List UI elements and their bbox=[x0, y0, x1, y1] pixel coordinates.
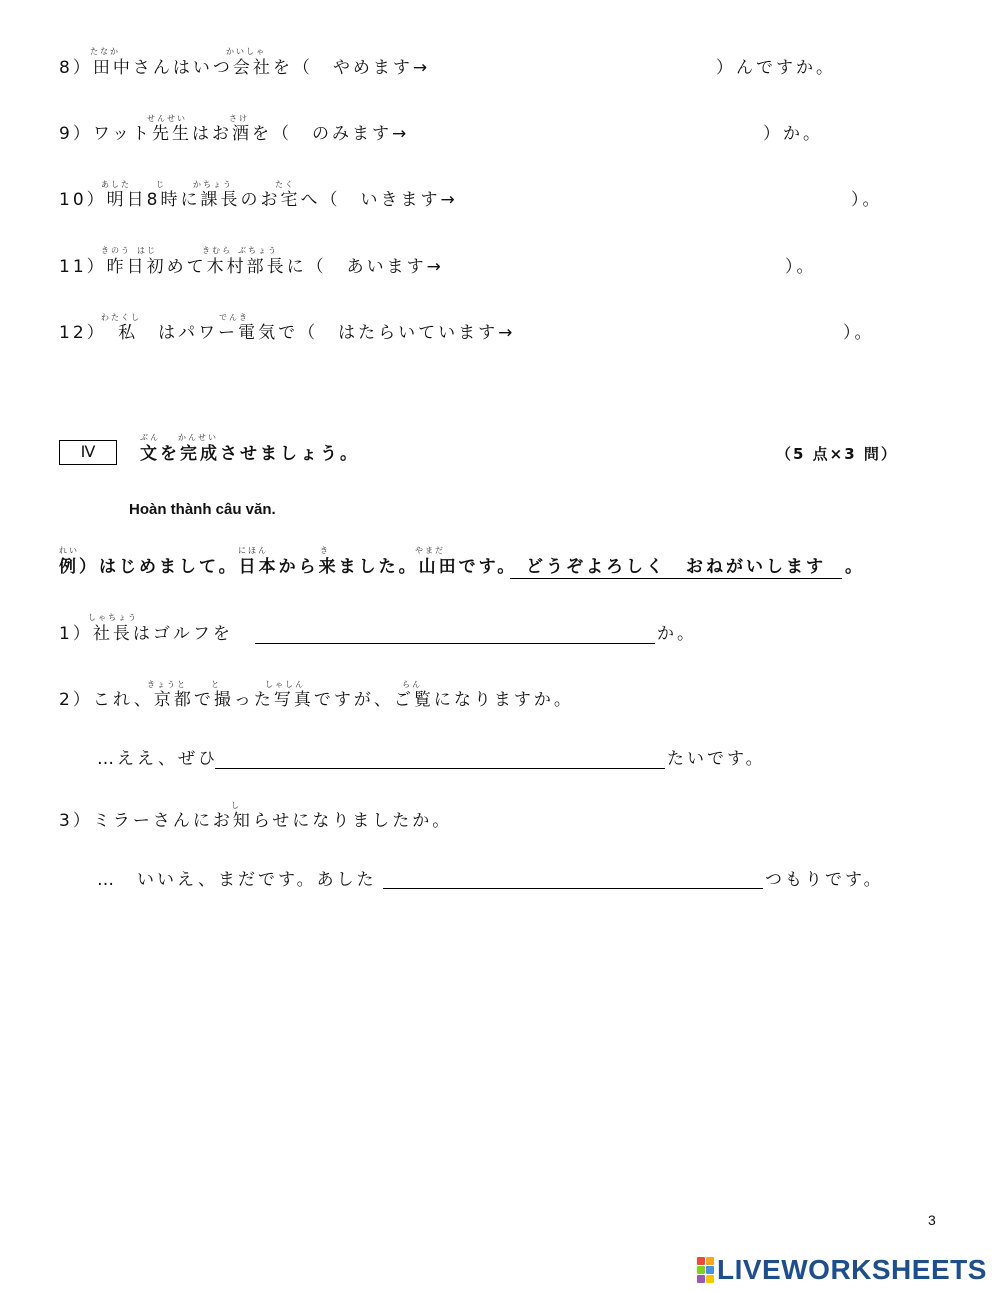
question-9: 9）ワット先生はお酒を（ のみます→ bbox=[59, 124, 410, 144]
ruby-taku: たく bbox=[275, 180, 295, 189]
ruby-nihon: にほん bbox=[238, 546, 268, 555]
example-answer: どうぞよろしく おねがいします bbox=[510, 557, 842, 579]
answer-input-p1[interactable] bbox=[255, 621, 655, 644]
problem-3-reply: … いいえ、まだです。あした bbox=[97, 870, 377, 890]
problem-2-end: たいです。 bbox=[667, 749, 766, 769]
ruby-to: と bbox=[211, 680, 221, 689]
section-title: 文を完成させましょう。 bbox=[140, 444, 360, 464]
problem-2-reply: …ええ、ぜひ bbox=[97, 749, 219, 769]
question-11-end: ）。 bbox=[785, 257, 817, 277]
ruby-ji: じ bbox=[156, 180, 166, 189]
ruby-ki: き bbox=[320, 546, 330, 555]
question-11: 11）昨日初めて木村部長に（ あいます→ bbox=[59, 257, 444, 277]
question-9-end: ）か。 bbox=[763, 124, 823, 144]
question-12-end: ）。 bbox=[843, 323, 875, 343]
ruby-bun: ぶん bbox=[140, 433, 160, 442]
ruby-ran: らん bbox=[402, 680, 422, 689]
example-end: 。 bbox=[845, 557, 865, 577]
example-sentence: 例）はじめまして。日本から来ました。山田です。 bbox=[59, 557, 518, 577]
liveworksheets-logo-text: LIVEWORKSHEETS bbox=[717, 1254, 987, 1285]
answer-input-10[interactable] bbox=[455, 188, 845, 210]
question-8-end: ）んですか。 bbox=[716, 58, 836, 78]
question-10: 10）明日8時に課長のお宅へ（ いきます→ bbox=[59, 190, 458, 210]
answer-input-9[interactable] bbox=[405, 122, 755, 144]
liveworksheets-logo-icon bbox=[697, 1257, 714, 1283]
ruby-kansei: かんせい bbox=[178, 433, 218, 442]
ruby-tanaka: たなか bbox=[90, 47, 120, 56]
ruby-rei: れい bbox=[59, 546, 79, 555]
ruby-shi: し bbox=[231, 801, 241, 810]
problem-3: 3）ミラーさんにお知らせになりましたか。 bbox=[59, 811, 453, 831]
answer-input-p2[interactable] bbox=[215, 746, 665, 769]
problem-1-end: か。 bbox=[657, 624, 697, 644]
ruby-ashita: あした bbox=[101, 180, 131, 189]
problem-2: 2）これ、京都で撮った写真ですが、ご覧になりますか。 bbox=[59, 690, 574, 710]
question-12: 12） 私 はパワー電気で（ はたらいています→ bbox=[59, 323, 516, 343]
ruby-shachou: しゃちょう bbox=[88, 613, 138, 622]
section-number-box: Ⅳ bbox=[59, 440, 117, 465]
ruby-yamada: やまだ bbox=[415, 546, 445, 555]
answer-input-p3[interactable] bbox=[383, 866, 763, 889]
ruby-kyouto: きょうと bbox=[147, 680, 187, 689]
question-10-end: ）。 bbox=[851, 190, 883, 210]
answer-input-12[interactable] bbox=[495, 321, 835, 343]
page-number: 3 bbox=[928, 1212, 936, 1228]
ruby-denki: でんき bbox=[219, 313, 249, 322]
question-8: 8）田中さんはいつ会社を（ やめます→ bbox=[59, 58, 431, 78]
ruby-sake: さけ bbox=[229, 114, 249, 123]
problem-1: 1）社長はゴルフを bbox=[59, 624, 233, 644]
ruby-watakushi: わたくし bbox=[101, 313, 141, 322]
ruby-haji: はじ bbox=[137, 246, 157, 255]
ruby-shashin: しゃしん bbox=[265, 680, 305, 689]
ruby-kinou: きのう bbox=[101, 246, 131, 255]
section-instruction-vietnamese: Hoàn thành câu văn. bbox=[129, 501, 276, 518]
liveworksheets-logo[interactable] bbox=[697, 1255, 987, 1285]
answer-input-8[interactable] bbox=[425, 56, 705, 78]
problem-3-end: つもりです。 bbox=[765, 870, 884, 890]
ruby-kaisha: かいしゃ bbox=[226, 47, 266, 56]
ruby-buchou: ぶちょう bbox=[238, 246, 278, 255]
ruby-kimura: きむら bbox=[202, 246, 232, 255]
answer-input-11[interactable] bbox=[445, 255, 775, 277]
ruby-sensei: せんせい bbox=[147, 114, 187, 123]
ruby-kachou: かちょう bbox=[193, 180, 233, 189]
section-points: （5 点×3 問） bbox=[776, 445, 898, 463]
